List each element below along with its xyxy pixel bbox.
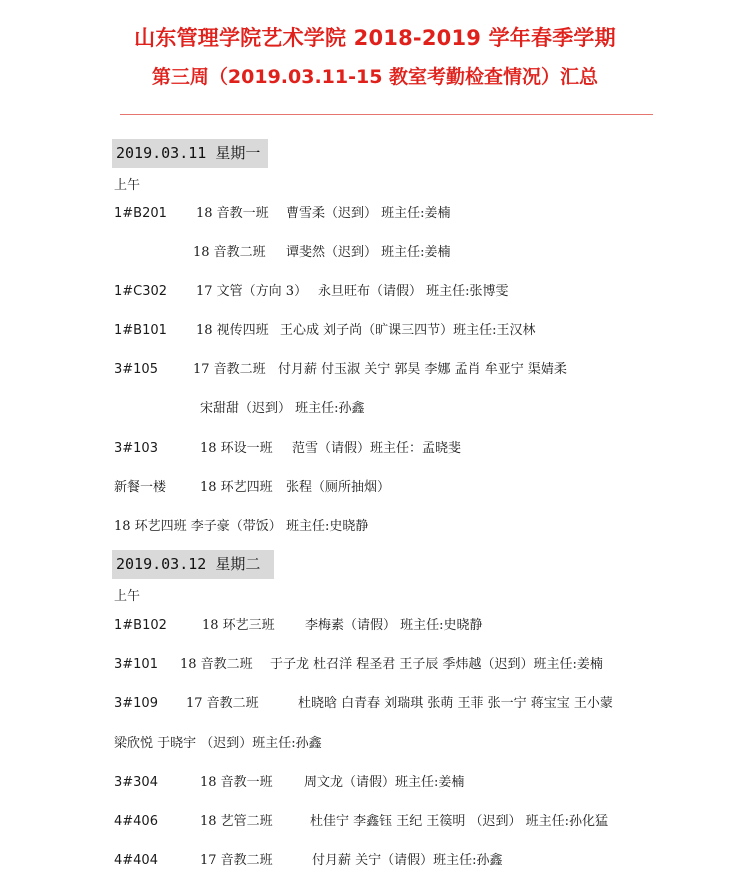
- attendance-row: [0, 694, 750, 714]
- attendance-row: [0, 517, 750, 537]
- class-name: 18 音教一班: [196, 206, 269, 221]
- attendance-row: [0, 478, 750, 498]
- attendance-row: [0, 734, 750, 754]
- class-name: 18 视传四班: [196, 323, 269, 338]
- day-header-tuesday: 2019.03.12 星期二: [112, 550, 274, 579]
- room-number: 新餐一楼: [114, 480, 167, 495]
- attendance-details: 付月薪 关宁（请假）班主任:孙鑫: [312, 853, 503, 868]
- attendance-details: 曹雪柔（迟到） 班主任:姜楠: [286, 206, 451, 221]
- attendance-row: [0, 243, 750, 263]
- class-name: 18 环设一班: [200, 441, 273, 456]
- attendance-row: [0, 773, 750, 793]
- attendance-details: 18 环艺四班 李子豪（带饭） 班主任:史晓静: [114, 519, 369, 534]
- attendance-details: 于子龙 杜召洋 程圣君 王子辰 季炜越（迟到）班主任:姜楠: [270, 657, 603, 672]
- period-label: 上午: [114, 178, 141, 193]
- room-number: 3#109: [114, 696, 158, 711]
- attendance-details: 周文龙（请假）班主任:姜楠: [304, 775, 465, 790]
- period-label: 上午: [114, 589, 141, 604]
- attendance-row: [0, 616, 750, 636]
- attendance-row: [0, 204, 750, 224]
- class-name: 18 音教二班: [193, 245, 266, 260]
- attendance-details: 宋甜甜（迟到） 班主任:孙鑫: [200, 401, 365, 416]
- class-name: 18 艺管二班: [200, 814, 273, 829]
- document-title: 山东管理学院艺术学院 2018-2019 学年春季学期: [134, 26, 616, 50]
- class-name: 18 音教一班: [200, 775, 273, 790]
- attendance-details: 王心成 刘子尚（旷课三四节）班主任:王汉林: [280, 323, 536, 338]
- class-name: 18 环艺三班: [202, 618, 275, 633]
- class-name: 18 环艺四班: [200, 480, 273, 495]
- room-number: 4#404: [114, 853, 158, 868]
- attendance-row: [0, 321, 750, 341]
- attendance-row: [0, 282, 750, 302]
- period-label-row: [0, 587, 750, 607]
- attendance-details: 梁欣悦 于晓宇 （迟到）班主任:孙鑫: [114, 736, 322, 751]
- room-number: 1#B201: [114, 206, 167, 221]
- room-number: 4#406: [114, 814, 158, 829]
- attendance-details: 张程（厕所抽烟）: [286, 480, 391, 495]
- attendance-details: 杜晓晗 白青春 刘瑞琪 张萌 王菲 张一宁 蒋宝宝 王小蒙: [298, 696, 613, 711]
- class-name: 18 音教二班: [180, 657, 253, 672]
- period-label-row: [0, 176, 750, 196]
- class-name: 17 音教二班: [200, 853, 273, 868]
- attendance-details: 李梅素（请假） 班主任:史晓静: [305, 618, 483, 633]
- class-name: 17 音教二班: [193, 362, 266, 377]
- room-number: 3#103: [114, 441, 158, 456]
- attendance-details: 永旦旺布（请假） 班主任:张博雯: [318, 284, 509, 299]
- attendance-row: [0, 360, 750, 380]
- room-number: 3#304: [114, 775, 158, 790]
- day-header-monday: 2019.03.11 星期一: [112, 139, 268, 168]
- title-divider: [120, 114, 653, 115]
- attendance-details: 杜佳宁 李鑫钰 王纪 王篌明 （迟到） 班主任:孙化猛: [310, 814, 609, 829]
- attendance-details: 范雪（请假）班主任：孟晓斐: [292, 441, 462, 456]
- room-number: 1#C302: [114, 284, 168, 299]
- room-number: 1#B101: [114, 323, 167, 338]
- attendance-details: 付月薪 付玉淑 关宁 郭昊 李娜 孟肖 牟亚宁 渠婧柔: [278, 362, 567, 377]
- room-number: 1#B102: [114, 618, 167, 633]
- attendance-details: 谭斐然（迟到） 班主任:姜楠: [286, 245, 451, 260]
- attendance-row: [0, 812, 750, 832]
- attendance-row: [0, 399, 750, 419]
- attendance-row: [0, 851, 750, 871]
- attendance-row: [0, 439, 750, 459]
- room-number: 3#101: [114, 657, 158, 672]
- class-name: 17 文管（方向 3）: [196, 284, 308, 299]
- document-subtitle: 第三周（2019.03.11-15 教室考勤检查情况）汇总: [151, 66, 599, 88]
- class-name: 17 音教二班: [186, 696, 259, 711]
- room-number: 3#105: [114, 362, 158, 377]
- attendance-row: [0, 655, 750, 675]
